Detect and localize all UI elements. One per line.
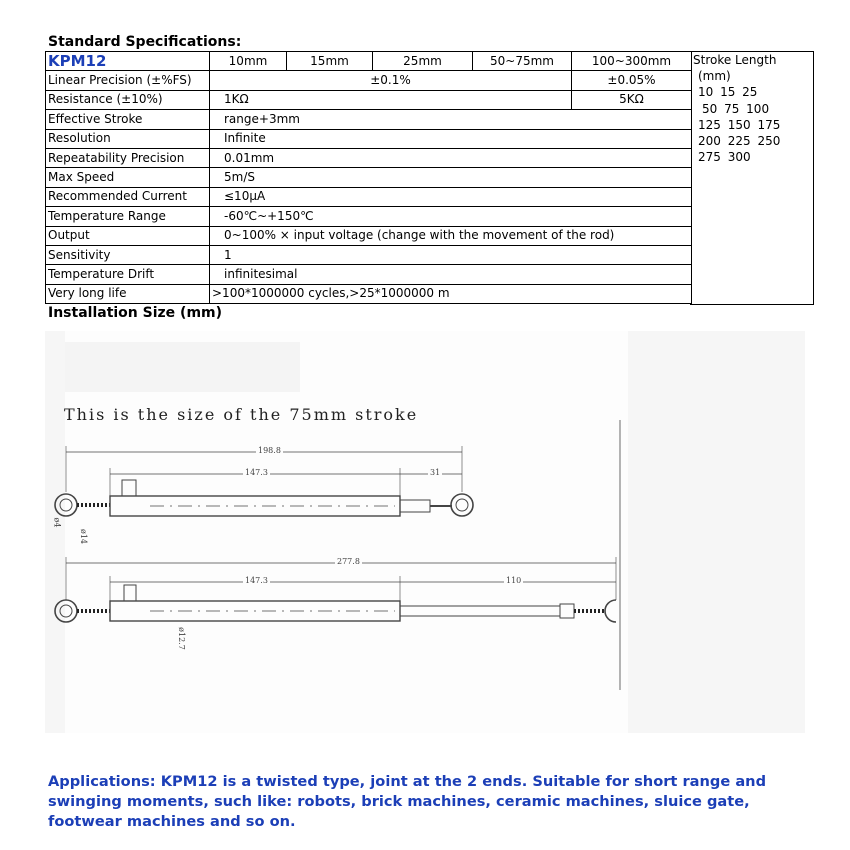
installation-drawing xyxy=(45,331,805,733)
row-value: range+3mm xyxy=(210,110,692,129)
row-label: Resolution xyxy=(46,129,210,148)
dim-label-bottom-end: 110 xyxy=(506,576,522,585)
stroke-header: 15mm xyxy=(287,52,373,71)
installation-size-heading: Installation Size (mm) xyxy=(48,305,223,321)
row-value: ±0.05% xyxy=(572,71,692,90)
row-label: Sensitivity xyxy=(46,245,210,264)
dim-label-bottom-body: 147.3 xyxy=(245,576,268,585)
dim-label-top-end: 31 xyxy=(430,468,441,477)
dim-label-top-dia: ø14 xyxy=(79,529,88,544)
row-value: Infinite xyxy=(210,129,692,148)
stroke-length-title: Stroke Length xyxy=(693,53,777,67)
table-row xyxy=(46,148,692,167)
drawing-background xyxy=(45,331,805,733)
row-value: 0.01mm xyxy=(210,148,692,167)
row-value: 5KΩ xyxy=(572,90,692,109)
table-row xyxy=(46,284,692,303)
drawing-caption: This is the size of the 75mm stroke xyxy=(64,405,419,424)
stroke-length-row: 275 300 xyxy=(698,150,751,165)
row-value: infinitesimal xyxy=(210,265,692,284)
table-row xyxy=(46,129,692,148)
dim-label-top-hole: ø4 xyxy=(52,517,62,528)
dim-label-bottom-overall: 277.8 xyxy=(337,557,360,566)
stroke-header: 10mm xyxy=(210,52,287,71)
stroke-length-row: 50 75 100 xyxy=(702,101,770,116)
row-label: Repeatability Precision xyxy=(46,148,210,167)
spec-table xyxy=(45,51,692,304)
row-label: Very long life xyxy=(46,284,210,303)
row-value: 0~100% × input voltage (change with the movement of the rod) xyxy=(210,226,692,245)
row-label: Max Speed xyxy=(46,168,210,187)
row-label: Recommended Current xyxy=(46,187,210,206)
row-label: Linear Precision (±%FS) xyxy=(46,71,210,90)
table-row xyxy=(46,187,692,206)
row-label: Temperature Drift xyxy=(46,265,210,284)
row-value: 1 xyxy=(210,245,692,264)
stroke-length-unit: (mm) xyxy=(698,69,731,84)
dim-label-top-overall: 198.8 xyxy=(258,446,281,455)
table-row xyxy=(46,168,692,187)
row-value: ±0.1% xyxy=(210,71,572,90)
dim-label-top-body: 147.3 xyxy=(245,468,268,477)
table-row xyxy=(46,90,692,109)
table-row xyxy=(46,245,692,264)
table-row xyxy=(46,110,692,129)
row-label: Resistance (±10%) xyxy=(46,90,210,109)
model-name: KPM12 xyxy=(46,52,210,71)
row-value: >100*1000000 cycles,>25*1000000 m xyxy=(210,284,692,303)
stroke-length-row: 200 225 250 xyxy=(698,134,781,149)
standard-specifications-heading: Standard Specifications: xyxy=(48,34,242,50)
row-label: Temperature Range xyxy=(46,207,210,226)
table-row xyxy=(46,265,692,284)
table-row xyxy=(46,71,692,90)
table-row xyxy=(46,207,692,226)
row-value: ≤10μA xyxy=(210,187,692,206)
row-label: Effective Stroke xyxy=(46,110,210,129)
table-row xyxy=(46,52,692,71)
stroke-header: 25mm xyxy=(373,52,473,71)
stroke-length-row: 125 150 175 xyxy=(698,117,781,132)
table-row xyxy=(46,226,692,245)
stroke-length-box xyxy=(690,51,814,305)
row-value: 5m/S xyxy=(210,168,692,187)
stroke-header: 100~300mm xyxy=(572,52,692,71)
stroke-length-row: 10 15 25 xyxy=(698,85,758,100)
stroke-header: 50~75mm xyxy=(473,52,572,71)
row-value: 1KΩ xyxy=(210,90,572,109)
row-value: -60℃~+150℃ xyxy=(210,207,692,226)
applications-text: Applications: KPM12 is a twisted type, joint at the 2 ends. Suitable for short range and swinging moments, such like: robots, brick machines, ceramic machines, sluice gate, footwear machines and so on. xyxy=(48,773,767,830)
row-label: Output xyxy=(46,226,210,245)
dim-label-bottom-dia: ø12.7 xyxy=(176,627,186,650)
